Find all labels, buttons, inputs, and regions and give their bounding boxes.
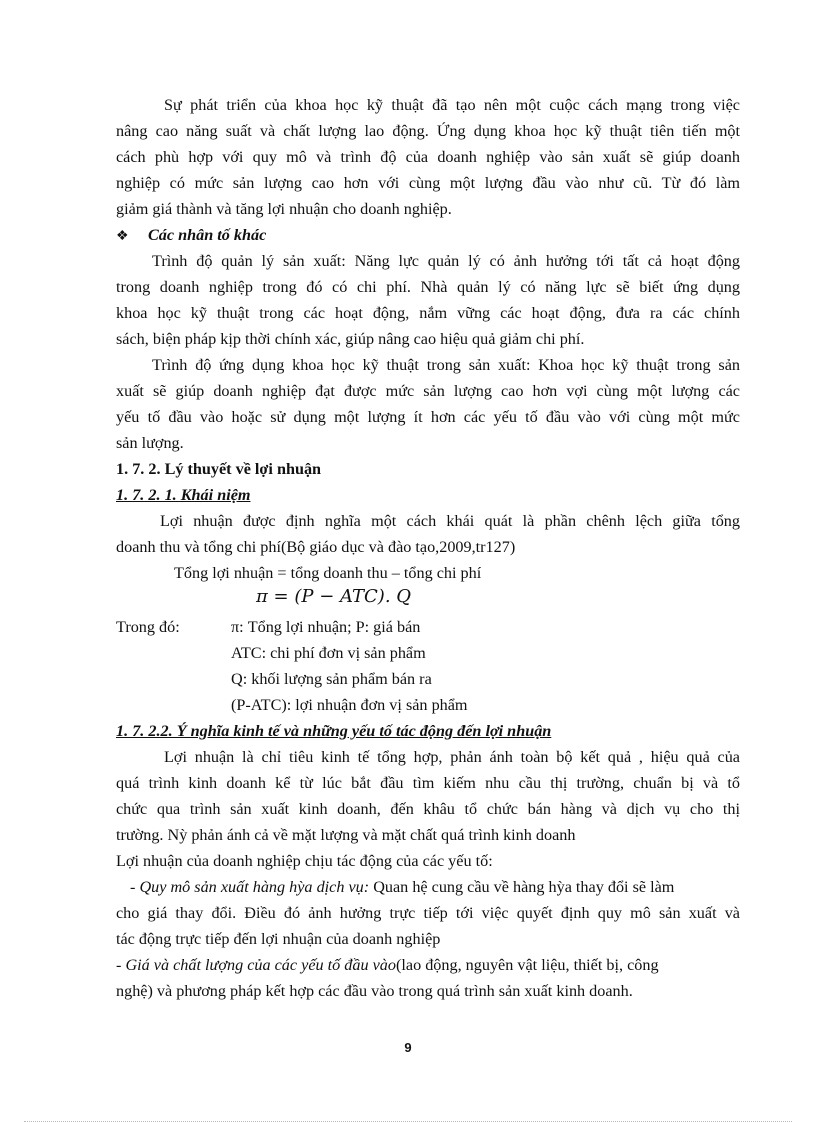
paragraph-line: quá trình kinh doanh kể từ lúc bắt đầu tìm kiếm nhu cầu thị trường, chuẩn bị và tổ [116, 774, 740, 792]
where-item: ATC: chi phí đơn vị sản phẩm [231, 644, 426, 662]
paragraph-line: tác động trực tiếp đến lợi nhuận của doanh nghiệp [116, 930, 441, 948]
where-item: π: Tổng lợi nhuận; P: giá bán [231, 618, 421, 636]
list-item-text: Quan hệ cung cầu về hàng hỳa thay đổi sẽ làm [369, 878, 675, 896]
heading-1-7-2-1: 1. 7. 2. 1. Khái niệm [116, 486, 251, 504]
paragraph-line: trường. Nỳ phản ánh cả về mặt lượng và mặt chất quá trình kinh doanh [116, 826, 576, 844]
paragraph-line: nghiệp có mức sản lượng cao hơn với cùng một lượng đầu vào như cũ. Từ đó làm [116, 174, 740, 192]
page-break-divider [24, 1121, 792, 1122]
list-item-1 [130, 877, 740, 897]
list-item-2 [116, 955, 740, 975]
where-label: Trong đó: [116, 618, 180, 636]
paragraph-line: cách phù hợp với quy mô và trình độ của doanh nghiệp vào sản xuất sẽ giúp doanh [116, 148, 740, 166]
diamond-bullet-icon: ❖ [116, 229, 129, 244]
formula-text: Tổng lợi nhuận = tổng doanh thu – tổng chi phí [174, 564, 482, 582]
heading-1-7-2-2: 1. 7. 2.2. Ý nghĩa kinh tế và những yếu tố tác động đến lợi nhuận [116, 722, 552, 740]
page-number: 9 [404, 1040, 412, 1055]
paragraph-line: trong doanh nghiệp trong đó có chi phí. Nhà quản lý có năng lực sẽ biết ứng dụng [116, 278, 740, 296]
section-heading-other-factors [116, 225, 740, 247]
paragraph-line: Lợi nhuận là chỉ tiêu kinh tế tổng hợp, phản ánh toàn bộ kết quả , hiệu quả của [164, 748, 740, 766]
paragraph-line: nâng cao năng suất và chất lượng lao động. Ứng dụng khoa học kỹ thuật tiên tiến một [116, 122, 740, 140]
section-title: Các nhân tố khác [148, 226, 267, 244]
list-item-italic: Quy mô sản xuất hàng hỳa dịch vụ: [139, 878, 370, 896]
paragraph-line: nghệ) và phương pháp kết hợp các đầu vào trong quá trình sản xuất kinh doanh. [116, 982, 633, 1000]
paragraph-line: chức qua trình sản xuất kinh doanh, đến khâu tổ chức bán hàng và dịch vụ cho thị [116, 800, 740, 818]
where-item: (P-ATC): lợi nhuận đơn vị sản phẩm [231, 696, 468, 714]
paragraph-line: xuất sẽ giúp doanh nghiệp đạt được mức sản lượng cao hơn vợi cùng một lượng các [116, 382, 740, 400]
dash: - [130, 878, 140, 896]
list-item-text: (lao động, nguyên vật liệu, thiết bị, công [396, 956, 659, 974]
heading-1-7-2: 1. 7. 2. Lý thuyết về lợi nhuận [116, 460, 322, 478]
paragraph-line: cho giá thay đổi. Điều đó ảnh hưởng trực tiếp tới việc quyết định quy mô sản xuất và [116, 904, 740, 922]
paragraph-line: sách, biện pháp kịp thời chính xác, giúp nâng cao hiệu quả giảm chi phí. [116, 330, 585, 348]
paragraph-line: yếu tố đầu vào hoặc sử dụng một lượng ít hơn các yếu tố đầu vào với cùng một mức [116, 408, 740, 426]
paragraph-line: Trình độ quản lý sản xuất: Năng lực quản lý có ảnh hưởng tới tất cả hoạt động [152, 252, 740, 270]
paragraph-line: sản lượng. [116, 434, 184, 452]
paragraph-line: Lợi nhuận của doanh nghiệp chịu tác động của các yếu tố: [116, 852, 493, 870]
paragraph-line: Lợi nhuận được định nghĩa một cách khái quát là phần chênh lệch giữa tổng [160, 512, 740, 530]
dash: - [116, 956, 126, 974]
paragraph-line: Sự phát triển của khoa học kỹ thuật đã tạo nên một cuộc cách mạng trong việc [164, 96, 740, 114]
formula-math: π = (P − ATC). Q [256, 586, 412, 607]
paragraph-line: Trình độ ứng dụng khoa học kỹ thuật trong sản xuất: Khoa học kỹ thuật trong sản [152, 356, 740, 374]
paragraph-line: giảm giá thành và tăng lợi nhuận cho doanh nghiệp. [116, 200, 452, 218]
paragraph-line: doanh thu và tổng chi phí(Bộ giáo dục và đào tạo,2009,tr127) [116, 538, 516, 556]
where-item: Q: khối lượng sản phẩm bán ra [231, 670, 432, 688]
list-item-italic: Giá và chất lượng của các yếu tố đầu vào [125, 956, 396, 974]
paragraph-line: khoa học kỹ thuật trong các hoạt động, nắm vững các hoạt động, đưa ra các chính [116, 304, 740, 322]
